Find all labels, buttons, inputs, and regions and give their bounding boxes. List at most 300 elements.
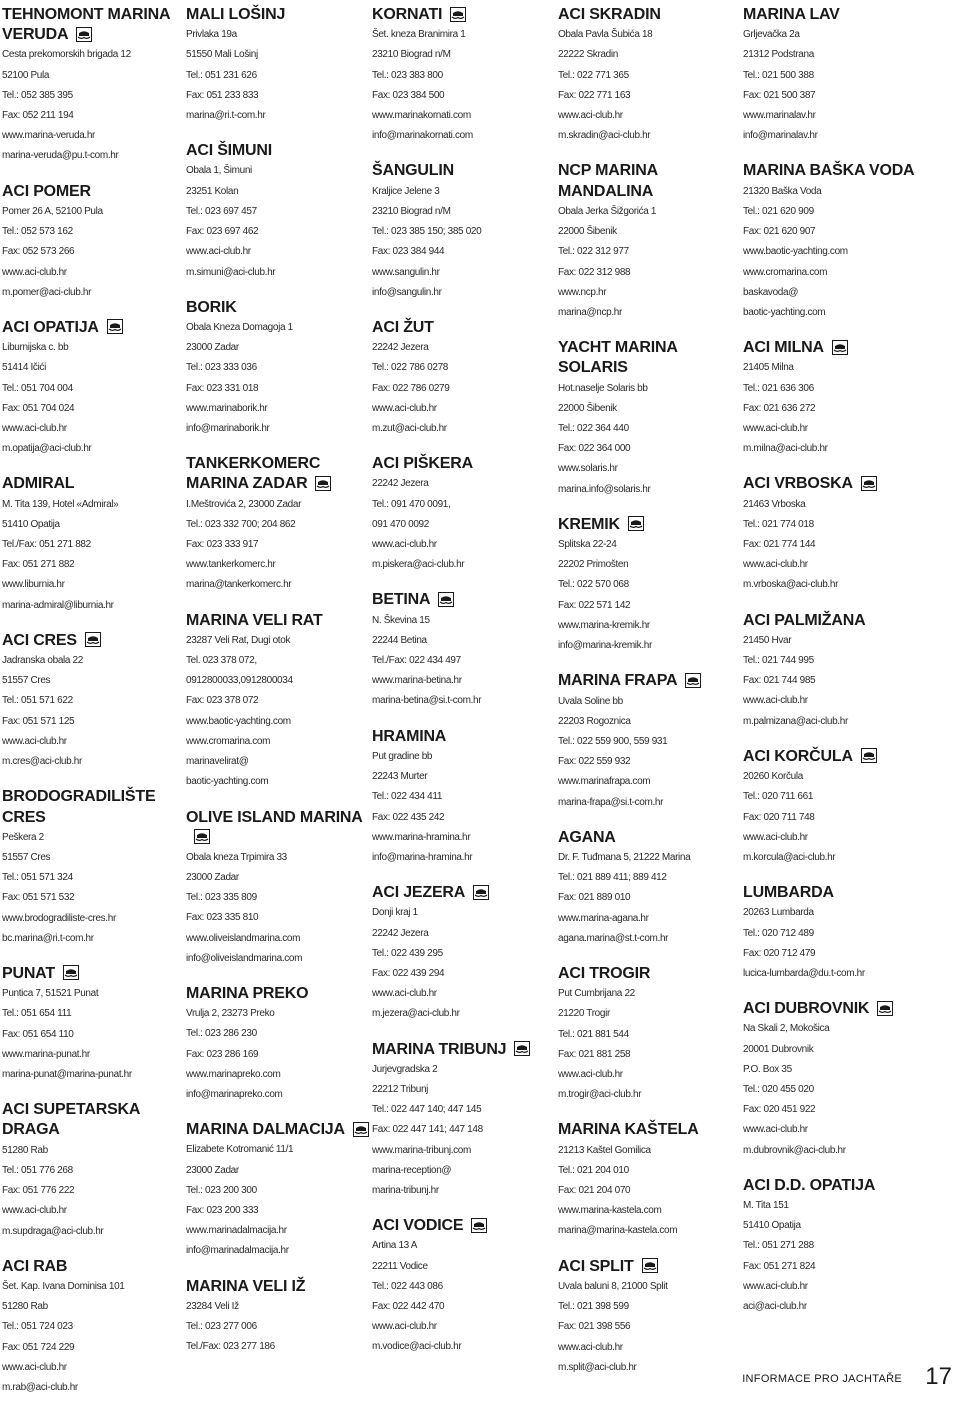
- marina-entry: [558, 515, 742, 656]
- marina-entry: [186, 984, 370, 1105]
- marina-entry: [558, 161, 742, 323]
- marina-detail-line: Fax: 023 697 462: [186, 226, 259, 238]
- marina-detail-line: www.aci-club.hr: [372, 402, 437, 414]
- marina-detail-line: Fax: 022 447 141; 447 148: [372, 1124, 483, 1136]
- marina-sign-icon: [473, 885, 489, 900]
- marina-detail-line: Tel./Fax: 023 277 186: [186, 1341, 275, 1353]
- marina-entry: [372, 5, 556, 146]
- marina-name: [743, 747, 927, 767]
- marina-detail-line: www.marina-kremik.hr: [558, 619, 650, 631]
- marina-name-text: ACI POMER: [2, 182, 91, 200]
- marina-detail-line: www.aci-club.hr: [372, 539, 437, 550]
- marina-entry: [372, 1216, 556, 1357]
- marina-name-text: OLIVE ISLAND MARINA: [186, 808, 363, 826]
- marina-entry: [558, 5, 742, 146]
- marina-detail-line: Tel.: 020 712 489: [743, 927, 814, 939]
- marina-sign-icon: [315, 476, 331, 491]
- marina-detail-line: Fax: 022 771 163: [558, 89, 631, 101]
- marina-detail-line: Fax: 051 724 229: [2, 1341, 75, 1353]
- directory-column-5: [743, 5, 927, 1332]
- marina-detail-line: Tel.: 022 364 440: [558, 423, 629, 435]
- marina-name: [2, 1257, 186, 1277]
- marina-detail-line: Fax: 051 233 833: [186, 89, 259, 101]
- marina-detail-line: m.skradin@aci-club.hr: [558, 130, 651, 142]
- marina-name-text: ACI MILNA: [743, 339, 824, 357]
- marina-name: [743, 338, 927, 358]
- marina-name: [558, 161, 742, 201]
- marina-entry: [2, 5, 186, 167]
- marina-detail-line: Tel.: 021 500 388: [743, 69, 814, 81]
- marina-detail-line: Šet. Kap. Ivana Dominisa 101: [2, 1280, 125, 1292]
- marina-detail-line: Tel.: 023 200 300: [186, 1184, 257, 1196]
- marina-detail-line: 23210 Biograd n/M: [372, 49, 451, 61]
- marina-name-text: KREMIK: [558, 515, 620, 533]
- marina-detail-line: 22211 Vodice: [372, 1260, 428, 1272]
- marina-detail-line: baotic-yachting.com: [186, 776, 269, 788]
- marina-detail-line: www.aci-club.hr: [743, 1280, 808, 1292]
- marina-detail-line: Tel.: 021 398 599: [558, 1301, 629, 1313]
- marina-detail-line: www.aci-club.hr: [2, 735, 67, 747]
- marina-detail-line: Tel.: 051 571 622: [2, 695, 73, 707]
- marina-detail-line: Fax: 021 398 556: [558, 1321, 631, 1333]
- marina-detail-line: Fax: 052 211 194: [2, 110, 74, 122]
- marina-detail-line: Fax: 021 744 985: [743, 675, 816, 687]
- marina-entry: [2, 318, 186, 459]
- marina-detail-line: Tel.: 023 332 700; 204 862: [186, 518, 296, 530]
- marina-detail-line: Tel.: 023 286 230: [186, 1028, 257, 1040]
- marina-detail-line: www.aci-club.hr: [372, 1321, 437, 1333]
- marina-detail-line: M. Tita 139, Hotel «Admiral»: [2, 498, 119, 510]
- marina-name: [372, 1216, 556, 1236]
- marina-detail-line: info@marinapreko.com: [186, 1089, 283, 1100]
- marina-entry: [743, 747, 927, 868]
- marina-detail-line: Jurjevgradska 2: [372, 1063, 438, 1075]
- marina-detail-line: www.marinaborik.hr: [186, 402, 268, 414]
- marina-entry: [743, 161, 927, 323]
- marina-detail-line: Fax: 023 333 917: [186, 539, 259, 551]
- marina-name: [186, 808, 370, 848]
- marina-name-text: PUNAT: [2, 964, 55, 982]
- directory-column-3: [372, 5, 556, 1373]
- marina-detail-line: Elizabete Kotromanić 11/1: [186, 1144, 294, 1156]
- marina-entry: [186, 298, 370, 439]
- marina-detail-line: 21450 Hvar: [743, 634, 792, 646]
- marina-detail-line: Pomer 26 A, 52100 Pula: [2, 205, 103, 217]
- marina-entry: [558, 964, 742, 1105]
- marina-detail-line: www.solaris.hr: [558, 463, 618, 475]
- marina-name: [558, 1120, 742, 1140]
- marina-detail-line: 51280 Rab: [2, 1144, 48, 1156]
- marina-detail-line: Obala 1, Šimuni: [186, 165, 252, 177]
- marina-name: [372, 590, 556, 610]
- marina-detail-line: Tel.: 023 277 006: [186, 1321, 257, 1333]
- marina-entry: [372, 883, 556, 1024]
- marina-sign-icon: [63, 965, 79, 980]
- marina-detail-line: Tel./Fax: 051 271 882: [2, 539, 91, 551]
- marina-detail-line: 23000 Zadar: [186, 871, 239, 883]
- marina-detail-line: marina-frapa@si.t-com.hr: [558, 796, 664, 808]
- marina-entry: [372, 318, 556, 439]
- marina-detail-line: Tel.: 051 571 324: [2, 872, 73, 884]
- marina-detail-line: Fax: 022 435 242: [372, 811, 445, 823]
- marina-name: [743, 611, 927, 631]
- marina-detail-line: Fax: 022 364 000: [558, 443, 631, 455]
- marina-name-text: ADMIRAL: [2, 475, 75, 493]
- marina-detail-line: m.milna@aci-club.hr: [743, 443, 828, 455]
- marina-detail-line: 21320 Baška Voda: [743, 185, 822, 197]
- marina-name-text: MARINA BAŠKA VODA: [743, 162, 915, 180]
- marina-name: [743, 1176, 927, 1196]
- marina-detail-line: Tel.: 021 620 909: [743, 205, 814, 217]
- marina-detail-line: marina-admiral@liburnia.hr: [2, 599, 114, 611]
- marina-entry: [2, 474, 186, 615]
- marina-detail-line: www.aci-club.hr: [372, 988, 437, 1000]
- marina-entry: [2, 631, 186, 772]
- marina-name-text: ACI KORČULA: [743, 747, 853, 765]
- marina-name-text: TEHNOMONT MARINA VERUDA: [2, 6, 170, 44]
- marina-detail-line: Uvala Soline bb: [558, 695, 623, 707]
- marina-entry: [743, 883, 927, 984]
- marina-detail-line: info@marinadalmacija.hr: [186, 1245, 289, 1257]
- marina-detail-line: www.aci-club.hr: [2, 1205, 67, 1217]
- marina-detail-line: info@marina-hramina.hr: [372, 851, 473, 863]
- marina-detail-line: www.aci-club.hr: [743, 559, 808, 571]
- marina-name: [2, 787, 186, 827]
- marina-name: [2, 631, 186, 651]
- marina-detail-line: marina@marina-kastela.com: [558, 1225, 678, 1237]
- marina-detail-line: Fax: 022 559 932: [558, 756, 631, 768]
- marina-detail-line: Tel.: 023 697 457: [186, 205, 257, 217]
- marina-name: [743, 5, 927, 25]
- marina-detail-line: Fax: 021 881 258: [558, 1048, 631, 1060]
- marina-detail-line: Tel.: 051 654 111: [2, 1008, 72, 1020]
- footer-section-label: INFORMACE PRO JACHTAŘE: [742, 1373, 902, 1385]
- marina-detail-line: 21220 Trogir: [558, 1008, 610, 1020]
- marina-name-text: BORIK: [186, 298, 237, 316]
- marina-entry: [558, 338, 742, 500]
- marina-detail-line: 23287 Veli Rat, Dugi otok: [186, 634, 291, 646]
- marina-detail-line: Fax: 021 500 387: [743, 89, 816, 101]
- marina-name-text: ACI ŠIMUNI: [186, 142, 273, 160]
- marina-detail-line: 22203 Rogoznica: [558, 715, 631, 727]
- marina-detail-line: www.aci-club.hr: [2, 1361, 67, 1373]
- marina-detail-line: 21312 Podstrana: [743, 49, 814, 61]
- marina-detail-line: Šet. kneza Branimira 1: [372, 29, 466, 41]
- marina-detail-line: Fax: 022 571 142: [558, 599, 631, 611]
- page-number: 17: [925, 1363, 952, 1390]
- marina-name: [558, 1257, 742, 1277]
- marina-detail-line: Fax: 023 335 810: [186, 912, 259, 924]
- marina-entry: [558, 671, 742, 812]
- marina-detail-line: info@oliveislandmarina.com: [186, 952, 303, 964]
- marina-detail-line: www.aci-club.hr: [558, 110, 623, 122]
- marina-sign-icon: [832, 340, 848, 355]
- marina-name-text: ACI SKRADIN: [558, 6, 661, 23]
- marina-detail-line: Fax: 023 286 169: [186, 1048, 259, 1060]
- marina-entry: [558, 1257, 742, 1378]
- marina-detail-line: Tel.: 022 434 411: [372, 791, 443, 803]
- marina-detail-line: 23000 Zadar: [186, 1164, 239, 1176]
- marina-name-text: ACI ŽUT: [372, 318, 434, 336]
- marina-detail-line: 22000 Šibenik: [558, 402, 617, 414]
- marina-name-text: HRAMINA: [372, 727, 447, 745]
- marina-detail-line: Obala Kneza Domagoja 1: [186, 321, 293, 333]
- marina-detail-line: marina-tribunj.hr: [372, 1185, 439, 1197]
- marina-entry: [2, 1257, 186, 1398]
- marina-detail-line: m.jezera@aci-club.hr: [372, 1008, 460, 1020]
- marina-detail-line: M. Tita 151: [743, 1200, 789, 1212]
- marina-name: [743, 474, 927, 494]
- marina-detail-line: Tel.: 023 385 150; 385 020: [372, 226, 482, 238]
- marina-name-text: MARINA VELI IŽ: [186, 1277, 306, 1295]
- marina-detail-line: Tel.: 051 724 023: [2, 1321, 73, 1333]
- marina-name: [558, 828, 742, 848]
- marina-detail-line: 20260 Korčula: [743, 771, 803, 783]
- marina-detail-line: Tel.: 091 470 0091,: [372, 498, 451, 510]
- marina-detail-line: m.opatija@aci-club.hr: [2, 443, 92, 455]
- marina-detail-line: 20263 Lumbarda: [743, 907, 814, 919]
- marina-detail-line: bc.marina@ri.t-com.hr: [2, 932, 94, 944]
- marina-detail-line: Dr. F. Tuđmana 5, 21222 Marina: [558, 851, 691, 863]
- marina-detail-line: Tel.: 023 333 036: [186, 362, 257, 374]
- marina-entry: [558, 1120, 742, 1241]
- marina-detail-line: www.marina-tribunj.com: [372, 1144, 471, 1156]
- marina-detail-line: Fax: 051 704 024: [2, 402, 75, 414]
- marina-sign-icon: [861, 476, 877, 491]
- marina-detail-line: 23251 Kolan: [186, 185, 239, 197]
- marina-detail-line: www.aci-club.hr: [743, 695, 808, 707]
- marina-detail-line: 22222 Skradin: [558, 49, 618, 61]
- marina-detail-line: Tel.: 022 570 068: [558, 579, 629, 591]
- marina-detail-line: info@marina-kremik.hr: [558, 640, 652, 652]
- marina-detail-line: Tel.: 021 774 018: [743, 518, 814, 530]
- marina-name: [743, 999, 927, 1019]
- marina-detail-line: Fax: 020 451 922: [743, 1104, 816, 1116]
- marina-entry: [372, 727, 556, 868]
- marina-detail-line: Fax: 020 711 748: [743, 811, 815, 823]
- marina-detail-line: 21213 Kaštel Gomilica: [558, 1144, 651, 1156]
- marina-sign-icon: [685, 673, 701, 688]
- marina-detail-line: 091 470 0092: [372, 518, 429, 530]
- marina-name: [558, 515, 742, 535]
- marina-detail-line: Tel.: 051 231 626: [186, 69, 257, 81]
- directory-column-4: [558, 5, 742, 1393]
- marina-detail-line: 0912800033,0912800034: [186, 675, 293, 687]
- marina-detail-line: Tel.: 022 312 977: [558, 246, 629, 258]
- marina-entry: [2, 787, 186, 949]
- marina-detail-line: 22212 Tribunj: [372, 1084, 429, 1095]
- marina-detail-line: Tel.: 051 704 004: [2, 382, 73, 394]
- marina-name: [558, 338, 742, 378]
- marina-detail-line: 20001 Dubrovnik: [743, 1043, 814, 1055]
- marina-sign-icon: [877, 1001, 893, 1016]
- marina-detail-line: Tel.: 021 636 306: [743, 382, 814, 394]
- marina-entry: [743, 5, 927, 146]
- marina-detail-line: Fax: 021 636 272: [743, 402, 816, 414]
- marina-detail-line: Fax: 051 571 125: [2, 715, 75, 727]
- marina-detail-line: 22000 Šibenik: [558, 226, 617, 238]
- marina-name-text: BRODOGRADILIŠTE CRES: [2, 788, 156, 826]
- marina-detail-line: marinavelirat@: [186, 756, 249, 768]
- marina-entry: [372, 454, 556, 575]
- marina-detail-line: Fax: 023 200 333: [186, 1205, 259, 1217]
- marina-entry: [372, 1040, 556, 1202]
- marina-name: [372, 454, 556, 474]
- marina-entry: [186, 454, 370, 595]
- marina-detail-line: Put gradine bb: [372, 750, 433, 762]
- marina-name: [186, 611, 370, 631]
- marina-detail-line: Fax: 021 889 010: [558, 892, 631, 904]
- marina-sign-icon: [642, 1258, 658, 1273]
- marina-detail-line: Liburnijska c. bb: [2, 342, 69, 354]
- marina-detail-line: Uvala baluni 8, 21000 Split: [558, 1280, 668, 1292]
- marina-name: [372, 883, 556, 903]
- marina-detail-line: Fax: 021 204 070: [558, 1185, 631, 1197]
- marina-detail-line: www.oliveislandmarina.com: [186, 932, 301, 944]
- marina-entry: [186, 141, 370, 282]
- marina-name-text: ACI OPATIJA: [2, 318, 99, 336]
- marina-detail-line: 23284 Veli Iž: [186, 1300, 239, 1312]
- marina-detail-line: 22242 Jezera: [372, 342, 429, 354]
- marina-detail-line: www.liburnia.hr: [2, 579, 65, 591]
- marina-entry: [186, 611, 370, 793]
- marina-detail-line: www.aci-club.hr: [2, 266, 67, 278]
- marina-detail-line: www.aci-club.hr: [558, 1341, 623, 1353]
- marina-detail-line: Artina 13 A: [372, 1240, 418, 1252]
- marina-name-text: TANKERKOMERC MARINA ZADAR: [186, 455, 321, 493]
- marina-detail-line: Tel.: 023 383 800: [372, 69, 443, 81]
- marina-detail-line: 51414 Ičići: [2, 362, 46, 374]
- marina-detail-line: baotic-yachting.com: [743, 306, 826, 318]
- marina-name: [2, 182, 186, 202]
- marina-detail-line: marina@ri.t-com.hr: [186, 110, 266, 122]
- marina-detail-line: Vrulja 2, 23273 Preko: [186, 1008, 275, 1020]
- marina-name: [186, 5, 370, 25]
- marina-detail-line: m.trogir@aci-club.hr: [558, 1089, 642, 1101]
- marina-detail-line: www.marinadalmacija.hr: [186, 1225, 287, 1237]
- marina-detail-line: Tel. 023 378 072,: [186, 655, 257, 667]
- marina-detail-line: Fax: 052 573 266: [2, 246, 75, 258]
- marina-detail-line: Tel.: 052 573 162: [2, 226, 73, 238]
- marina-detail-line: www.aci-club.hr: [743, 1124, 808, 1136]
- marina-detail-line: baskavoda@: [743, 286, 799, 298]
- marina-sign-icon: [514, 1041, 530, 1056]
- marina-name-text: NCP MARINA MANDALINA: [558, 162, 658, 200]
- marina-name-text: MARINA TRIBUNJ: [372, 1040, 507, 1058]
- marina-sign-icon: [438, 592, 454, 607]
- marina-detail-line: Splitska 22-24: [558, 539, 617, 551]
- marina-detail-line: Tel.: 022 443 086: [372, 1280, 443, 1292]
- marina-name-text: ACI VODICE: [372, 1217, 464, 1235]
- marina-detail-line: Tel.: 051 271 288: [743, 1240, 814, 1252]
- directory-column-2: [186, 5, 370, 1373]
- marina-entry: [743, 474, 927, 595]
- marina-entry: [372, 590, 556, 711]
- marina-name-text: ACI JEZERA: [372, 884, 466, 902]
- marina-detail-line: m.palmizana@aci-club.hr: [743, 715, 848, 727]
- marina-name-text: MARINA PREKO: [186, 984, 309, 1002]
- marina-detail-line: 51550 Mali Lošinj: [186, 49, 258, 61]
- marina-sign-icon: [861, 748, 877, 763]
- marina-name-text: ACI RAB: [2, 1257, 68, 1275]
- marina-detail-line: 23210 Biograd n/M: [372, 205, 451, 217]
- marina-name: [186, 454, 370, 494]
- marina-name: [372, 1040, 556, 1060]
- marina-detail-line: www.aci-club.hr: [743, 831, 808, 843]
- marina-detail-line: Tel.: 021 744 995: [743, 655, 814, 667]
- marina-detail-line: Fax: 022 439 294: [372, 967, 445, 979]
- marina-detail-line: Na Skali 2, Mokošica: [743, 1023, 830, 1035]
- marina-detail-line: Fax: 021 620 907: [743, 226, 816, 238]
- marina-detail-line: Tel.: 022 559 900, 559 931: [558, 735, 668, 747]
- marina-name: [186, 1120, 370, 1140]
- marina-detail-line: 51410 Opatija: [2, 518, 60, 530]
- marina-name: [2, 5, 186, 45]
- marina-detail-line: m.simuni@aci-club.hr: [186, 266, 276, 278]
- marina-name-text: ACI TROGIR: [558, 964, 651, 982]
- marina-name: [372, 727, 556, 747]
- marina-detail-line: www.sangulin.hr: [372, 266, 440, 278]
- marina-detail-line: Tel.: 020 711 661: [743, 791, 814, 803]
- marina-name-text: ACI VRBOSKA: [743, 475, 853, 493]
- marina-detail-line: m.pomer@aci-club.hr: [2, 286, 92, 298]
- marina-name-text: MARINA DALMACIJA: [186, 1121, 345, 1139]
- marina-detail-line: www.marina-veruda.hr: [2, 130, 96, 142]
- marina-detail-line: 22242 Jezera: [372, 478, 429, 490]
- marina-detail-line: www.aci-club.hr: [2, 422, 67, 434]
- marina-name: [372, 5, 556, 25]
- marina-detail-line: Fax: 020 712 479: [743, 947, 816, 959]
- marina-detail-line: m.dubrovnik@aci-club.hr: [743, 1144, 846, 1156]
- marina-entry: [186, 1277, 370, 1358]
- marina-detail-line: Tel.: 021 881 544: [558, 1028, 629, 1040]
- marina-entry: [186, 808, 370, 969]
- marina-detail-line: m.cres@aci-club.hr: [2, 756, 82, 768]
- marina-name-text: ACI SUPETARSKA DRAGA: [2, 1101, 140, 1139]
- marina-name-text: ACI CRES: [2, 631, 77, 649]
- marina-detail-line: Kraljice Jelene 3: [372, 185, 440, 197]
- marina-detail-line: Tel.: 022 439 295: [372, 947, 443, 959]
- marina-name-text: MALI LOŠINJ: [186, 6, 286, 23]
- marina-detail-line: marina-punat@marina-punat.hr: [2, 1069, 132, 1081]
- marina-detail-line: agana.marina@st.t-com.hr: [558, 932, 669, 944]
- marina-name: [558, 5, 742, 25]
- marina-detail-line: www.tankerkomerc.hr: [186, 559, 276, 571]
- marina-detail-line: m.split@aci-club.hr: [558, 1361, 637, 1373]
- marina-detail-line: Tel.: 022 447 140; 447 145: [372, 1104, 482, 1116]
- marina-detail-line: m.korcula@aci-club.hr: [743, 851, 836, 863]
- marina-name: [558, 671, 742, 691]
- marina-sign-icon: [471, 1218, 487, 1233]
- marina-name-text: MARINA KAŠTELA: [558, 1121, 699, 1139]
- marina-name-text: MARINA FRAPA: [558, 672, 678, 690]
- marina-detail-line: m.supdraga@aci-club.hr: [2, 1225, 104, 1237]
- marina-detail-line: 51410 Opatija: [743, 1220, 801, 1232]
- marina-detail-line: N. Škevina 15: [372, 614, 430, 626]
- marina-name: [186, 141, 370, 161]
- marina-detail-line: Tel./Fax: 022 434 497: [372, 655, 461, 667]
- marina-name: [743, 161, 927, 181]
- marina-detail-line: m.piskera@aci-club.hr: [372, 559, 465, 571]
- marina-detail-line: www.aci-club.hr: [743, 422, 808, 434]
- marina-entry: [558, 828, 742, 949]
- marina-detail-line: Put Cumbrijana 22: [558, 988, 635, 1000]
- marina-entry: [743, 999, 927, 1161]
- marina-detail-line: marina@ncp.hr: [558, 306, 622, 318]
- marina-detail-line: www.marina-betina.hr: [372, 675, 462, 687]
- marina-detail-line: www.marina-kastela.com: [558, 1205, 662, 1217]
- marina-detail-line: Fax: 051 271 824: [743, 1260, 816, 1272]
